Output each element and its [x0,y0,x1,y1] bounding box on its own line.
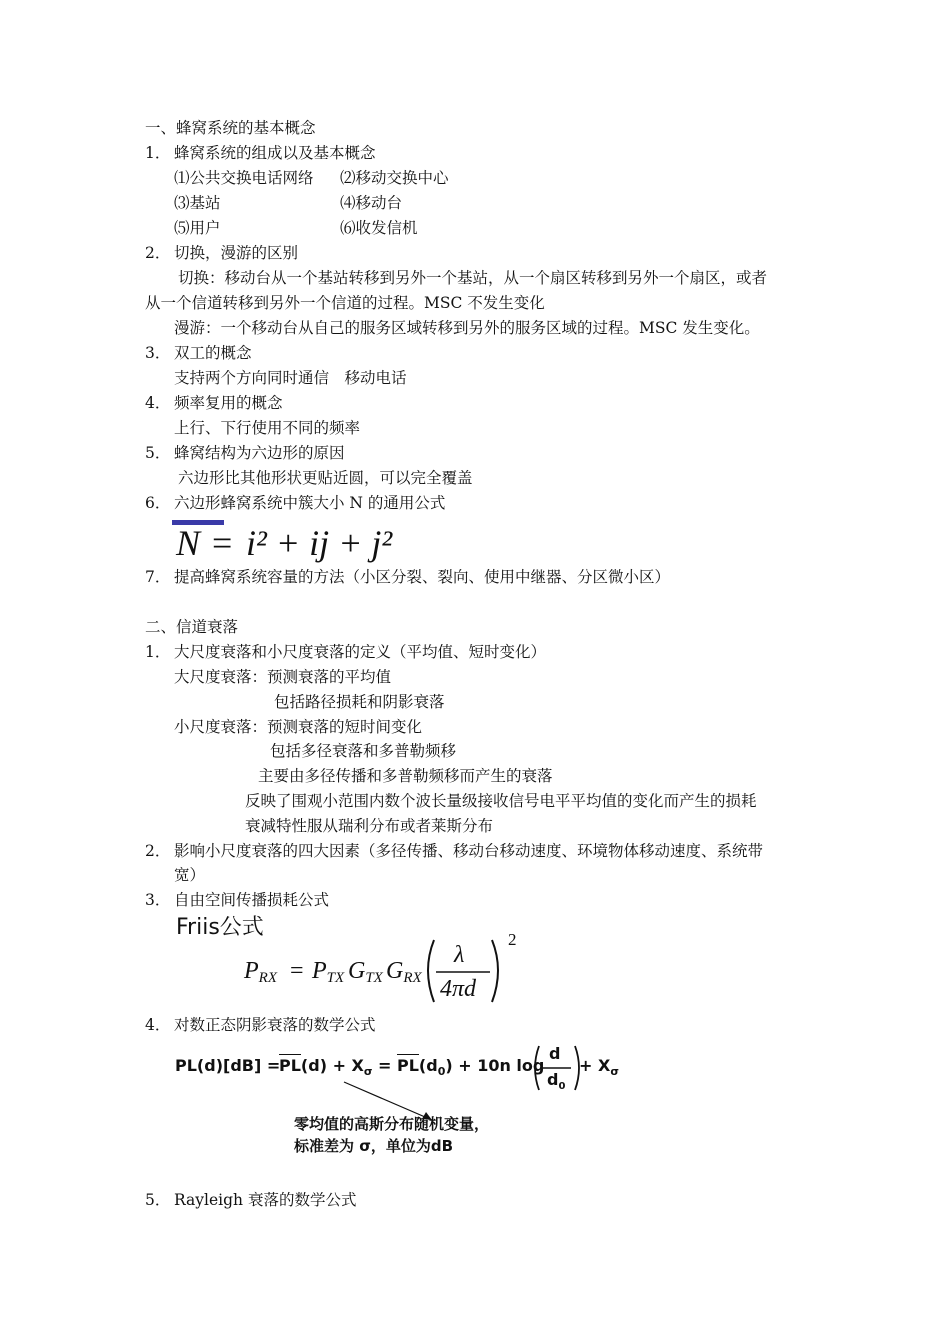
large-scale-def: 大尺度衰落：预测衰落的平均值 [174,668,392,686]
item-title: 大尺度衰落和小尺度衰落的定义（平均值、短时变化） [174,643,547,661]
pl-frac-den: $d_0$ [547,1070,566,1092]
friis-4pid: 4πd [440,976,477,1002]
paragraph-hexagon: 六边形比其他形状更贴近圆，可以完全覆盖 [178,469,473,487]
item-number: 4． [145,1016,171,1034]
item-number: 4． [145,394,171,412]
pl-term1: $PL(d) + X_\sigma$ = [279,1056,392,1078]
item-number: 6． [145,494,171,512]
small-scale-distribution: 衰减特性服从瑞利分布或者莱斯分布 [245,817,494,835]
item-title: 蜂窝结构为六边形的原因 [174,444,345,462]
item-title: 频率复用的概念 [174,394,283,412]
component-bs: ⑶基站 [174,194,221,212]
item-title: 自由空间传播损耗公式 [174,891,330,909]
formula-rhs: i² + ij + j² [246,523,393,563]
friis-equals: = [290,958,304,984]
pl-tail: + $X_\sigma$ [579,1056,619,1078]
friis-label: Friis公式 [176,915,264,940]
formula-equals: = [212,523,233,563]
item-title: 影响小尺度衰落的四大因素（多径传播、移动台移动速度、环境物体移动速度、系统带 [174,842,764,860]
item-number: 5． [145,444,171,462]
friis-exponent: 2 [508,930,517,949]
paragraph-duplex: 支持两个方向同时通信 移动电话 [174,369,407,387]
paragraph-handoff-cont: 从一个信道转移到另外一个信道的过程。MSC 不发生变化 [145,294,545,312]
item-number: 1． [145,643,171,661]
item-title: 六边形蜂窝系统中簇大小 N 的通用公式 [174,494,446,512]
item-title: 提高蜂窝系统容量的方法（小区分裂、裂向、使用中继器、分区微小区） [174,568,671,586]
item-number: 2． [145,842,171,860]
paragraph-roaming: 漫游：一个移动台从自己的服务区域转移到另外的服务区域的过程。MSC 发生变化。 [174,319,760,337]
item-number: 7． [145,568,171,586]
component-pstn: ⑴公共交换电话网络 [174,169,314,187]
item-title: 对数正态阴影衰落的数学公式 [174,1016,376,1034]
small-scale-reflects: 反映了围观小范围内数个波长量级接收信号电平平均值的变化而产生的损耗 [245,792,757,810]
pl-lhs: PL(d)[dB] = [175,1056,281,1075]
paragraph-reuse: 上行、下行使用不同的频率 [174,419,361,437]
annotation-line-1: 零均值的高斯分布随机变量， [294,1115,490,1133]
component-transceiver: ⑹收发信机 [340,219,418,237]
small-scale-def: 小尺度衰落：预测衰落的短时间变化 [174,718,423,736]
friis-grx: $G_{RX}$ [386,958,422,986]
item-title: 双工的概念 [174,344,252,362]
item-title: Rayleigh 衰落的数学公式 [174,1191,357,1209]
annotation-line-2: 标准差为 σ，单位为dB [294,1137,454,1155]
item-number: 2． [145,244,171,262]
friis-gtx: $G_{TX}$ [348,958,383,986]
item-title: 蜂窝系统的组成以及基本概念 [174,144,376,162]
large-scale-includes: 包括路径损耗和阴影衰落 [274,693,445,711]
friis-lambda: λ [454,942,465,968]
component-msc: ⑵移动交换中心 [340,169,449,187]
paragraph-handoff: 切换：移动台从一个基站转移到另外一个基站，从一个扇区转移到另外一个扇区，或者 [178,269,768,287]
item-number: 3． [145,891,171,909]
section-1-title: 一、蜂窝系统的基本概念 [145,119,316,137]
cluster-size-formula [172,514,412,566]
friis-formula [244,930,524,1010]
item-title-cont: 宽） [174,866,206,884]
item-number: 5． [145,1191,171,1209]
formula-n: N [176,523,201,563]
small-scale-includes: 包括多径衰落和多普勒频移 [270,742,457,760]
item-number: 1． [145,144,171,162]
pl-term2: $PL(d_0) + 10n$ log [397,1056,545,1078]
item-title: 切换，漫游的区别 [174,244,299,262]
friis-prx: $P_{RX}$ [244,958,277,986]
component-user: ⑸用户 [174,219,221,237]
item-number: 3． [145,344,171,362]
section-2-title: 二、信道衰落 [145,618,239,636]
friis-ptx: $P_{TX}$ [312,958,345,986]
small-scale-cause: 主要由多径传播和多普勒频移而产生的衰落 [258,767,553,785]
pl-frac-num: d [549,1044,561,1063]
component-ms: ⑷移动台 [340,194,403,212]
